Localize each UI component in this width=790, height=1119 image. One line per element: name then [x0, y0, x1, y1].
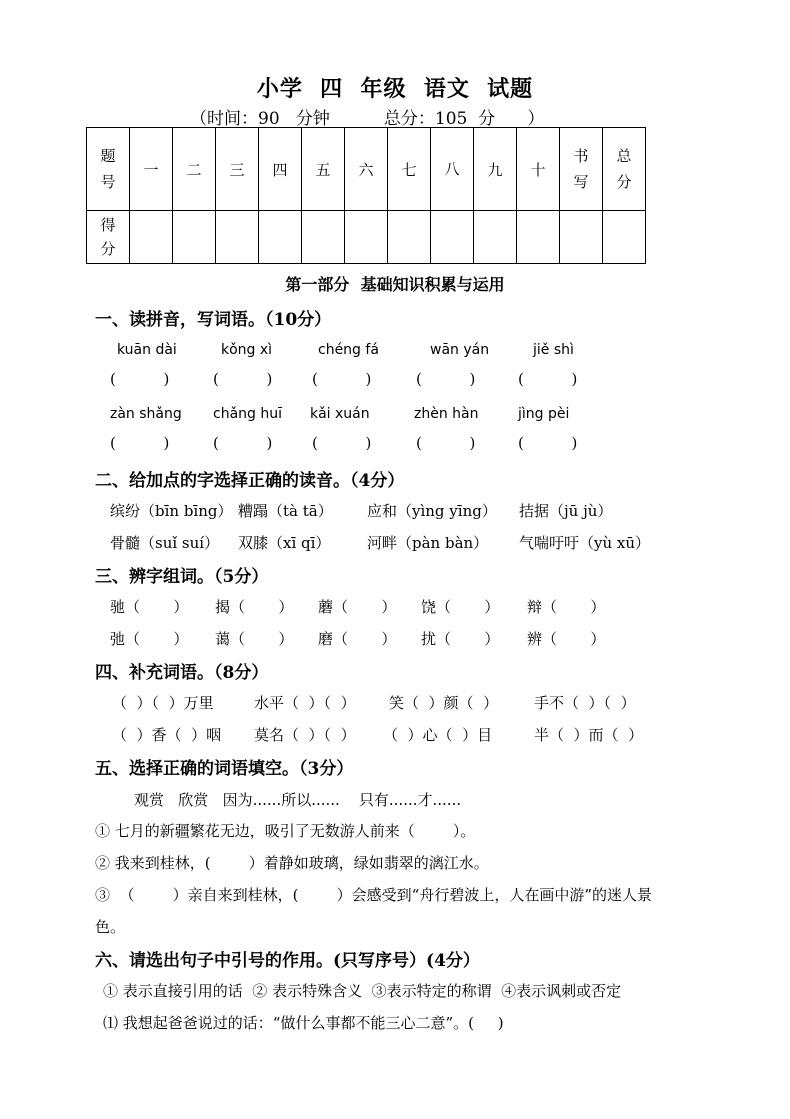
- score-col: 三: [216, 128, 259, 211]
- score-cell[interactable]: [388, 211, 431, 264]
- char-blank[interactable]: 饶（ ）: [421, 598, 500, 616]
- score-cell[interactable]: [474, 211, 517, 264]
- quote-question[interactable]: ⑴ 我想起爸爸说过的话：“做什么事都不能三心二意”。( ): [103, 1014, 504, 1032]
- idiom-blank[interactable]: （ ）香（ ）咽: [112, 726, 222, 744]
- reading-option[interactable]: 缤纷（bīn bīng）: [110, 502, 233, 520]
- exam-title: 小学 四 年级 语文 试题: [256, 76, 534, 102]
- score-col: 七: [388, 128, 431, 211]
- char-blank[interactable]: 辨（ ）: [527, 630, 606, 648]
- score-cell[interactable]: [603, 211, 646, 264]
- pinyin-item: kǎi xuán: [310, 406, 370, 422]
- score-table: [86, 127, 646, 264]
- pinyin-item: zhèn hàn: [414, 406, 479, 422]
- section-2-title: 二、给加点的字选择正确的读音。（4分）: [95, 471, 405, 491]
- reading-option[interactable]: 骨髓（suǐ suí）: [110, 534, 220, 552]
- score-cell[interactable]: [130, 211, 173, 264]
- idiom-blank[interactable]: （ ）心（ ）目: [383, 726, 493, 744]
- fill-question[interactable]: ① 七月的新疆繁花无边，吸引了无数游人前来（ ）。: [95, 822, 476, 840]
- char-blank[interactable]: 磨（ ）: [318, 630, 397, 648]
- char-blank[interactable]: 扰（ ）: [421, 630, 500, 648]
- answer-blank[interactable]: ( ): [518, 434, 578, 452]
- section-6-title: 六、请选出句子中引号的作用。(只写序号）(4分）: [95, 951, 480, 971]
- score-col: 八: [431, 128, 474, 211]
- reading-option[interactable]: 双膝（xī qī）: [238, 534, 331, 552]
- pinyin-item: jìng pèi: [518, 406, 570, 422]
- pinyin-item: chǎng huī: [213, 406, 282, 422]
- answer-blank[interactable]: ( ): [518, 370, 578, 388]
- exam-subtitle: （时间：90 分钟 总分：105 分 ）: [190, 109, 545, 129]
- answer-blank[interactable]: ( ): [213, 370, 273, 388]
- idiom-blank[interactable]: 手不（ ）（ ）: [534, 694, 636, 712]
- answer-blank[interactable]: ( ): [416, 370, 476, 388]
- answer-blank[interactable]: ( ): [312, 434, 372, 452]
- score-col: 四: [259, 128, 302, 211]
- pinyin-item: kǒng xì: [221, 342, 273, 358]
- score-cell[interactable]: [517, 211, 560, 264]
- score-col: 十: [517, 128, 560, 211]
- reading-option[interactable]: 河畔（pàn bàn）: [367, 534, 489, 552]
- score-col: 二: [173, 128, 216, 211]
- reading-option[interactable]: 应和（yìng yīng）: [367, 502, 497, 520]
- section-3-title: 三、辨字组词。（5分）: [95, 567, 269, 587]
- score-table-header-label: 题号: [87, 128, 130, 211]
- pinyin-item: wān yán: [430, 342, 490, 358]
- reading-option[interactable]: 糟蹋（tà tā）: [238, 502, 333, 520]
- score-col: 五: [302, 128, 345, 211]
- section-1-title: 一、读拼音，写词语。（10分）: [95, 310, 332, 330]
- section-4-title: 四、补充词语。（8分）: [95, 663, 269, 683]
- score-cell[interactable]: [302, 211, 345, 264]
- fill-question[interactable]: ③ （ ）亲自来到桂林，( ）会感受到“舟行碧波上，人在画中游”的迷人景: [95, 886, 653, 904]
- score-col: 总分: [603, 128, 646, 211]
- part-title: 第一部分 基础知识积累与运用: [285, 275, 505, 294]
- quote-usage-options: ① 表示直接引用的话 ② 表示特殊含义 ③表示特定的称谓 ④表示讽刺或否定: [103, 982, 622, 1000]
- pinyin-item: chéng fá: [318, 342, 379, 358]
- score-col: 一: [130, 128, 173, 211]
- idiom-blank[interactable]: （ ）（ ）万里: [112, 694, 214, 712]
- score-cell[interactable]: [560, 211, 603, 264]
- answer-blank[interactable]: ( ): [110, 370, 170, 388]
- score-cell[interactable]: [345, 211, 388, 264]
- score-cell[interactable]: [173, 211, 216, 264]
- pinyin-item: jiě shì: [533, 342, 574, 358]
- reading-option[interactable]: 气喘吁吁（yù xū）: [519, 534, 651, 552]
- score-cell[interactable]: [431, 211, 474, 264]
- word-options: 观赏 欣赏 因为......所以...... 只有......才......: [134, 791, 462, 809]
- score-cell[interactable]: [216, 211, 259, 264]
- pinyin-item: zàn shǎng: [110, 406, 182, 422]
- char-blank[interactable]: 弛（ ）: [110, 630, 189, 648]
- char-blank[interactable]: 蘑（ ）: [318, 598, 397, 616]
- pinyin-item: kuān dài: [117, 342, 177, 358]
- char-blank[interactable]: 揭（ ）: [215, 598, 294, 616]
- char-blank[interactable]: 辩（ ）: [527, 598, 606, 616]
- fill-question[interactable]: ② 我来到桂林，( ）着静如玻璃，绿如翡翠的漓江水。: [95, 854, 489, 872]
- char-blank[interactable]: 蔼（ ）: [215, 630, 294, 648]
- idiom-blank[interactable]: 半（ ）而（ ）: [534, 726, 644, 744]
- section-5-title: 五、选择正确的词语填空。（3分）: [95, 759, 354, 779]
- answer-blank[interactable]: ( ): [213, 434, 273, 452]
- idiom-blank[interactable]: 水平（ ）（ ）: [254, 694, 356, 712]
- answer-blank[interactable]: ( ): [416, 434, 476, 452]
- answer-blank[interactable]: ( ): [312, 370, 372, 388]
- score-col: 书写: [560, 128, 603, 211]
- idiom-blank[interactable]: 笑（ ）颜（ ）: [389, 694, 499, 712]
- fill-question-cont: 色。: [95, 918, 126, 936]
- answer-blank[interactable]: ( ): [110, 434, 170, 452]
- score-col: 九: [474, 128, 517, 211]
- char-blank[interactable]: 驰（ ）: [110, 598, 189, 616]
- score-row-label: 得分: [87, 211, 130, 264]
- idiom-blank[interactable]: 莫名（ ）（ ）: [254, 726, 356, 744]
- score-col: 六: [345, 128, 388, 211]
- reading-option[interactable]: 拮据（jū jù）: [519, 502, 613, 520]
- score-cell[interactable]: [259, 211, 302, 264]
